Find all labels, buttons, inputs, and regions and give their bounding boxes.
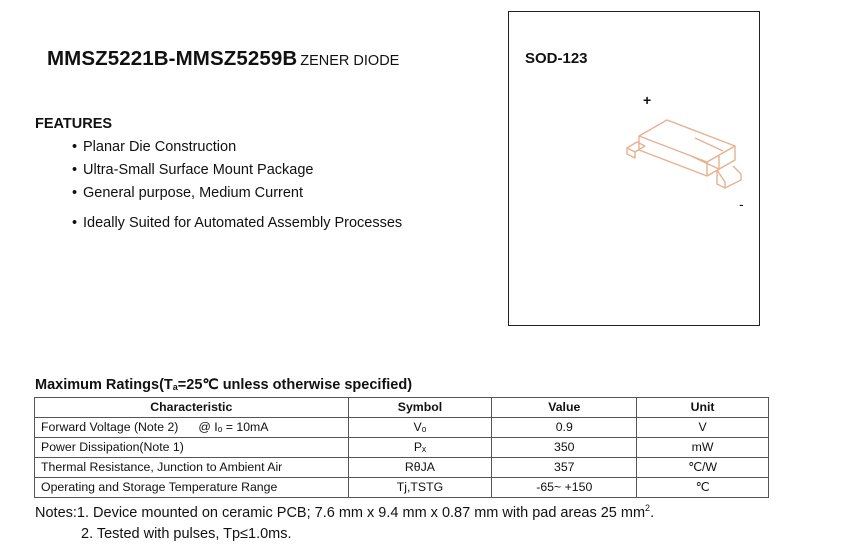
bullet: • [72, 215, 78, 231]
characteristic-cell: Power Dissipation(Note 1) [35, 438, 349, 458]
feature-text: Planar Die Construction [83, 139, 237, 155]
feature-item [72, 185, 303, 201]
symbol-cell: Pₓ [348, 438, 492, 458]
characteristic-text: Forward Voltage (Note 2) [41, 420, 179, 434]
bullet: • [72, 139, 78, 155]
symbol-cell: RθJA [348, 458, 492, 478]
ratings-table [34, 397, 769, 498]
feature-item [72, 162, 314, 178]
note-1-end: . [650, 504, 655, 521]
value-cell: 350 [492, 438, 637, 458]
characteristic-cell [35, 418, 349, 438]
feature-item [72, 139, 236, 155]
column-header: Value [492, 398, 637, 418]
note-2: 2. Tested with pulses, Tp≤1.0ms. [81, 526, 292, 542]
ratings-title-subscript: a [172, 382, 178, 392]
note-1-text: Notes:1. Device mounted on ceramic PCB; 7.6 mm x 9.4 mm x 0.87 mm with pad areas 25 mm [35, 504, 646, 521]
value-cell: 357 [492, 458, 637, 478]
unit-cell: ℃ [637, 478, 769, 498]
cathode-minus-mark: - [739, 196, 744, 212]
bullet: • [72, 162, 78, 178]
anode-plus-mark: + [643, 92, 652, 108]
bullet: • [72, 185, 78, 201]
package-box [508, 11, 760, 326]
column-header: Unit [637, 398, 769, 418]
part-range-title: MMSZ5221B-MMSZ5259B [47, 47, 298, 70]
feature-item [72, 215, 402, 231]
value-cell: -65~ +150 [492, 478, 637, 498]
column-header: Characteristic [35, 398, 349, 418]
ratings-title [35, 377, 412, 393]
unit-cell: mW [637, 438, 769, 458]
characteristic-cell: Thermal Resistance, Junction to Ambient Air [35, 458, 349, 478]
document-title [47, 47, 399, 71]
symbol-cell: Vₒ [348, 418, 492, 438]
value-cell: 0.9 [492, 418, 637, 438]
unit-cell: V [637, 418, 769, 438]
features-heading: FEATURES [35, 116, 113, 132]
note-1 [35, 503, 654, 521]
feature-text: Ultra-Small Surface Mount Package [83, 162, 314, 178]
table-row [35, 478, 769, 498]
symbol-cell: Tj,TSTG [348, 478, 492, 498]
table-row [35, 418, 769, 438]
device-type-label: ZENER DIODE [300, 53, 400, 69]
note-1-superscript: 2 [645, 503, 651, 513]
table-header-row [35, 398, 769, 418]
feature-text: General purpose, Medium Current [83, 185, 304, 201]
feature-text: Ideally Suited for Automated Assembly Processes [83, 215, 403, 231]
ratings-title-suffix: =25℃ unless otherwise specified) [177, 377, 413, 393]
table-row [35, 458, 769, 478]
ratings-title-prefix: Maximum Ratings(T [35, 377, 173, 393]
package-name: SOD-123 [525, 50, 588, 67]
test-condition: @ Iₒ = 10mA [198, 420, 269, 434]
characteristic-cell: Operating and Storage Temperature Range [35, 478, 349, 498]
column-header: Symbol [348, 398, 492, 418]
unit-cell: ℃/W [637, 458, 769, 478]
table-row [35, 438, 769, 458]
sod123-package-drawing [621, 110, 751, 210]
